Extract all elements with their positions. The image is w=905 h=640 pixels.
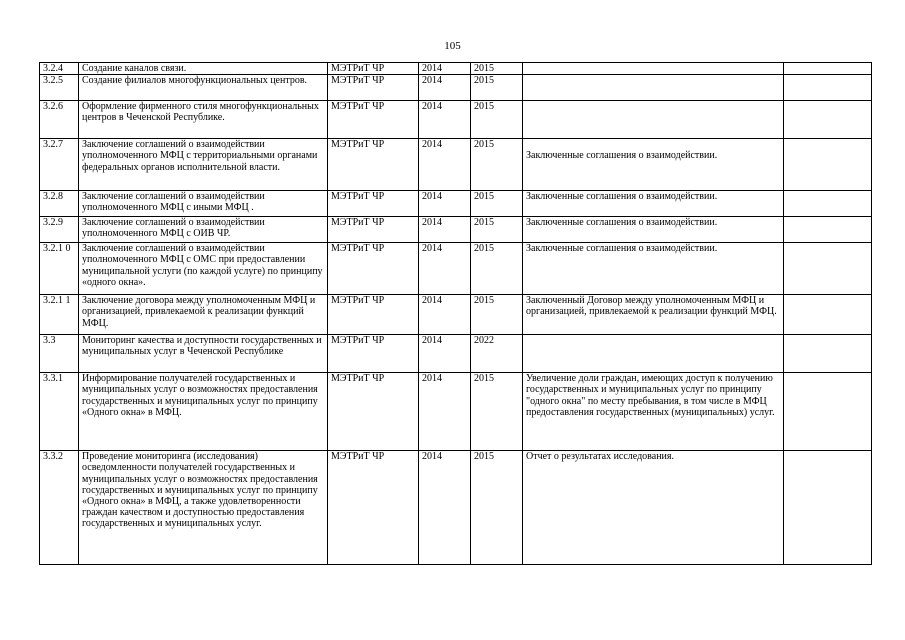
extra-cell xyxy=(784,139,872,191)
start-year-cell: 2014 xyxy=(419,63,471,75)
extra-cell xyxy=(784,217,872,243)
end-year-cell: 2015 xyxy=(471,373,523,451)
executor-cell: МЭТРиТ ЧР xyxy=(328,373,419,451)
activity-name-cell: Заключение соглашений о взаимодействии уполномоченного МФЦ с территориальными органами федеральных органов исполнительной власти. xyxy=(79,139,328,191)
table-row xyxy=(40,101,872,139)
end-year-cell: 2022 xyxy=(471,335,523,373)
extra-cell xyxy=(784,63,872,75)
executor-cell: МЭТРиТ ЧР xyxy=(328,101,419,139)
extra-cell xyxy=(784,373,872,451)
result-cell: Заключенные соглашения о взаимодействии. xyxy=(523,243,784,295)
extra-cell xyxy=(784,451,872,565)
executor-cell: МЭТРиТ ЧР xyxy=(328,335,419,373)
start-year-cell: 2014 xyxy=(419,451,471,565)
executor-cell: МЭТРиТ ЧР xyxy=(328,75,419,101)
activity-name-cell: Заключение соглашений о взаимодействии уполномоченного МФЦ с ОИВ ЧР. xyxy=(79,217,328,243)
row-number-cell: 3.2.5 xyxy=(40,75,79,101)
table-row xyxy=(40,295,872,335)
executor-cell: МЭТРиТ ЧР xyxy=(328,139,419,191)
end-year-cell: 2015 xyxy=(471,63,523,75)
result-cell: Заключенные соглашения о взаимодействии. xyxy=(523,217,784,243)
start-year-cell: 2014 xyxy=(419,101,471,139)
row-number-cell: 3.2.8 xyxy=(40,191,79,217)
program-activities-table xyxy=(39,62,872,565)
end-year-cell: 2015 xyxy=(471,191,523,217)
start-year-cell: 2014 xyxy=(419,75,471,101)
activity-name-cell: Мониторинг качества и доступности государственных и муниципальных услуг в Чеченской Республике xyxy=(79,335,328,373)
executor-cell: МЭТРиТ ЧР xyxy=(328,191,419,217)
activity-name-cell: Создание филиалов многофункциональных центров. xyxy=(79,75,328,101)
result-cell xyxy=(523,101,784,139)
row-number-cell: 3.3 xyxy=(40,335,79,373)
result-cell: Заключенные соглашения о взаимодействии. xyxy=(523,191,784,217)
result-cell: Отчет о результатах исследования. xyxy=(523,451,784,565)
extra-cell xyxy=(784,335,872,373)
start-year-cell: 2014 xyxy=(419,243,471,295)
executor-cell: МЭТРиТ ЧР xyxy=(328,243,419,295)
end-year-cell: 2015 xyxy=(471,101,523,139)
activity-name-cell: Информирование получателей государственных и муниципальных услуг о возможностях предоставления государственных и муниципальных услуг по принципу «Одного окна» в МФЦ. xyxy=(79,373,328,451)
result-cell: Увеличение доли граждан, имеющих доступ к получению государственных и муниципальных услуг по принципу "одного окна" по месту пребывания, в том числе в МФЦ предоставления государственных (муниципальных) услуг. xyxy=(523,373,784,451)
end-year-cell: 2015 xyxy=(471,295,523,335)
activity-name-cell: Проведение мониторинга (исследования) осведомленности получателей государственных и муниципальных услуг о возможностях предоставления государственных и муниципальных услуг по принципу «Одного окна» в МФЦ, а также удовлетворенности граждан качеством и доступностью предоставления государственных и муниципальных услуг. xyxy=(79,451,328,565)
end-year-cell: 2015 xyxy=(471,75,523,101)
row-number-cell: 3.2.1 1 xyxy=(40,295,79,335)
row-number-cell: 3.2.9 xyxy=(40,217,79,243)
start-year-cell: 2014 xyxy=(419,335,471,373)
activity-name-cell: Оформление фирменного стиля многофункциональных центров в Чеченской Республике. xyxy=(79,101,328,139)
table-row xyxy=(40,75,872,101)
start-year-cell: 2014 xyxy=(419,139,471,191)
executor-cell: МЭТРиТ ЧР xyxy=(328,451,419,565)
end-year-cell: 2015 xyxy=(471,217,523,243)
result-cell xyxy=(523,63,784,75)
result-cell xyxy=(523,335,784,373)
extra-cell xyxy=(784,101,872,139)
page-number: 105 xyxy=(444,40,461,52)
row-number-cell: 3.2.6 xyxy=(40,101,79,139)
start-year-cell: 2014 xyxy=(419,217,471,243)
result-cell: Заключенный Договор между уполномоченным МФЦ и организацией, привлекаемой к реализации функций МФЦ. xyxy=(523,295,784,335)
executor-cell: МЭТРиТ ЧР xyxy=(328,63,419,75)
table-row xyxy=(40,373,872,451)
table-row xyxy=(40,191,872,217)
row-number-cell: 3.3.2 xyxy=(40,451,79,565)
extra-cell xyxy=(784,191,872,217)
result-cell xyxy=(523,75,784,101)
start-year-cell: 2014 xyxy=(419,191,471,217)
end-year-cell: 2015 xyxy=(471,243,523,295)
extra-cell xyxy=(784,295,872,335)
end-year-cell: 2015 xyxy=(471,139,523,191)
table-row xyxy=(40,243,872,295)
table-row xyxy=(40,335,872,373)
executor-cell: МЭТРиТ ЧР xyxy=(328,295,419,335)
row-number-cell: 3.2.1 0 xyxy=(40,243,79,295)
table-row xyxy=(40,63,872,75)
table-row xyxy=(40,217,872,243)
table-row xyxy=(40,139,872,191)
activity-name-cell: Заключение соглашений о взаимодействии уполномоченного МФЦ с иными МФЦ . xyxy=(79,191,328,217)
row-number-cell: 3.2.4 xyxy=(40,63,79,75)
result-cell xyxy=(523,139,784,191)
activity-name-cell: Создание каналов связи. xyxy=(79,63,328,75)
row-number-cell: 3.3.1 xyxy=(40,373,79,451)
executor-cell: МЭТРиТ ЧР xyxy=(328,217,419,243)
start-year-cell: 2014 xyxy=(419,373,471,451)
activity-name-cell: Заключение договора между уполномоченным МФЦ и организацией, привлекаемой к реализации функций МФЦ. xyxy=(79,295,328,335)
table-row xyxy=(40,451,872,565)
activity-name-cell: Заключение соглашений о взаимодействии уполномоченного МФЦ с ОМС при предоставлении муниципальной услуги (по каждой услуге) по принципу «одного окна». xyxy=(79,243,328,295)
start-year-cell: 2014 xyxy=(419,295,471,335)
extra-cell xyxy=(784,75,872,101)
end-year-cell: 2015 xyxy=(471,451,523,565)
result-text: Заключенные соглашения о взаимодействии. xyxy=(526,150,718,162)
row-number-cell: 3.2.7 xyxy=(40,139,79,191)
extra-cell xyxy=(784,243,872,295)
